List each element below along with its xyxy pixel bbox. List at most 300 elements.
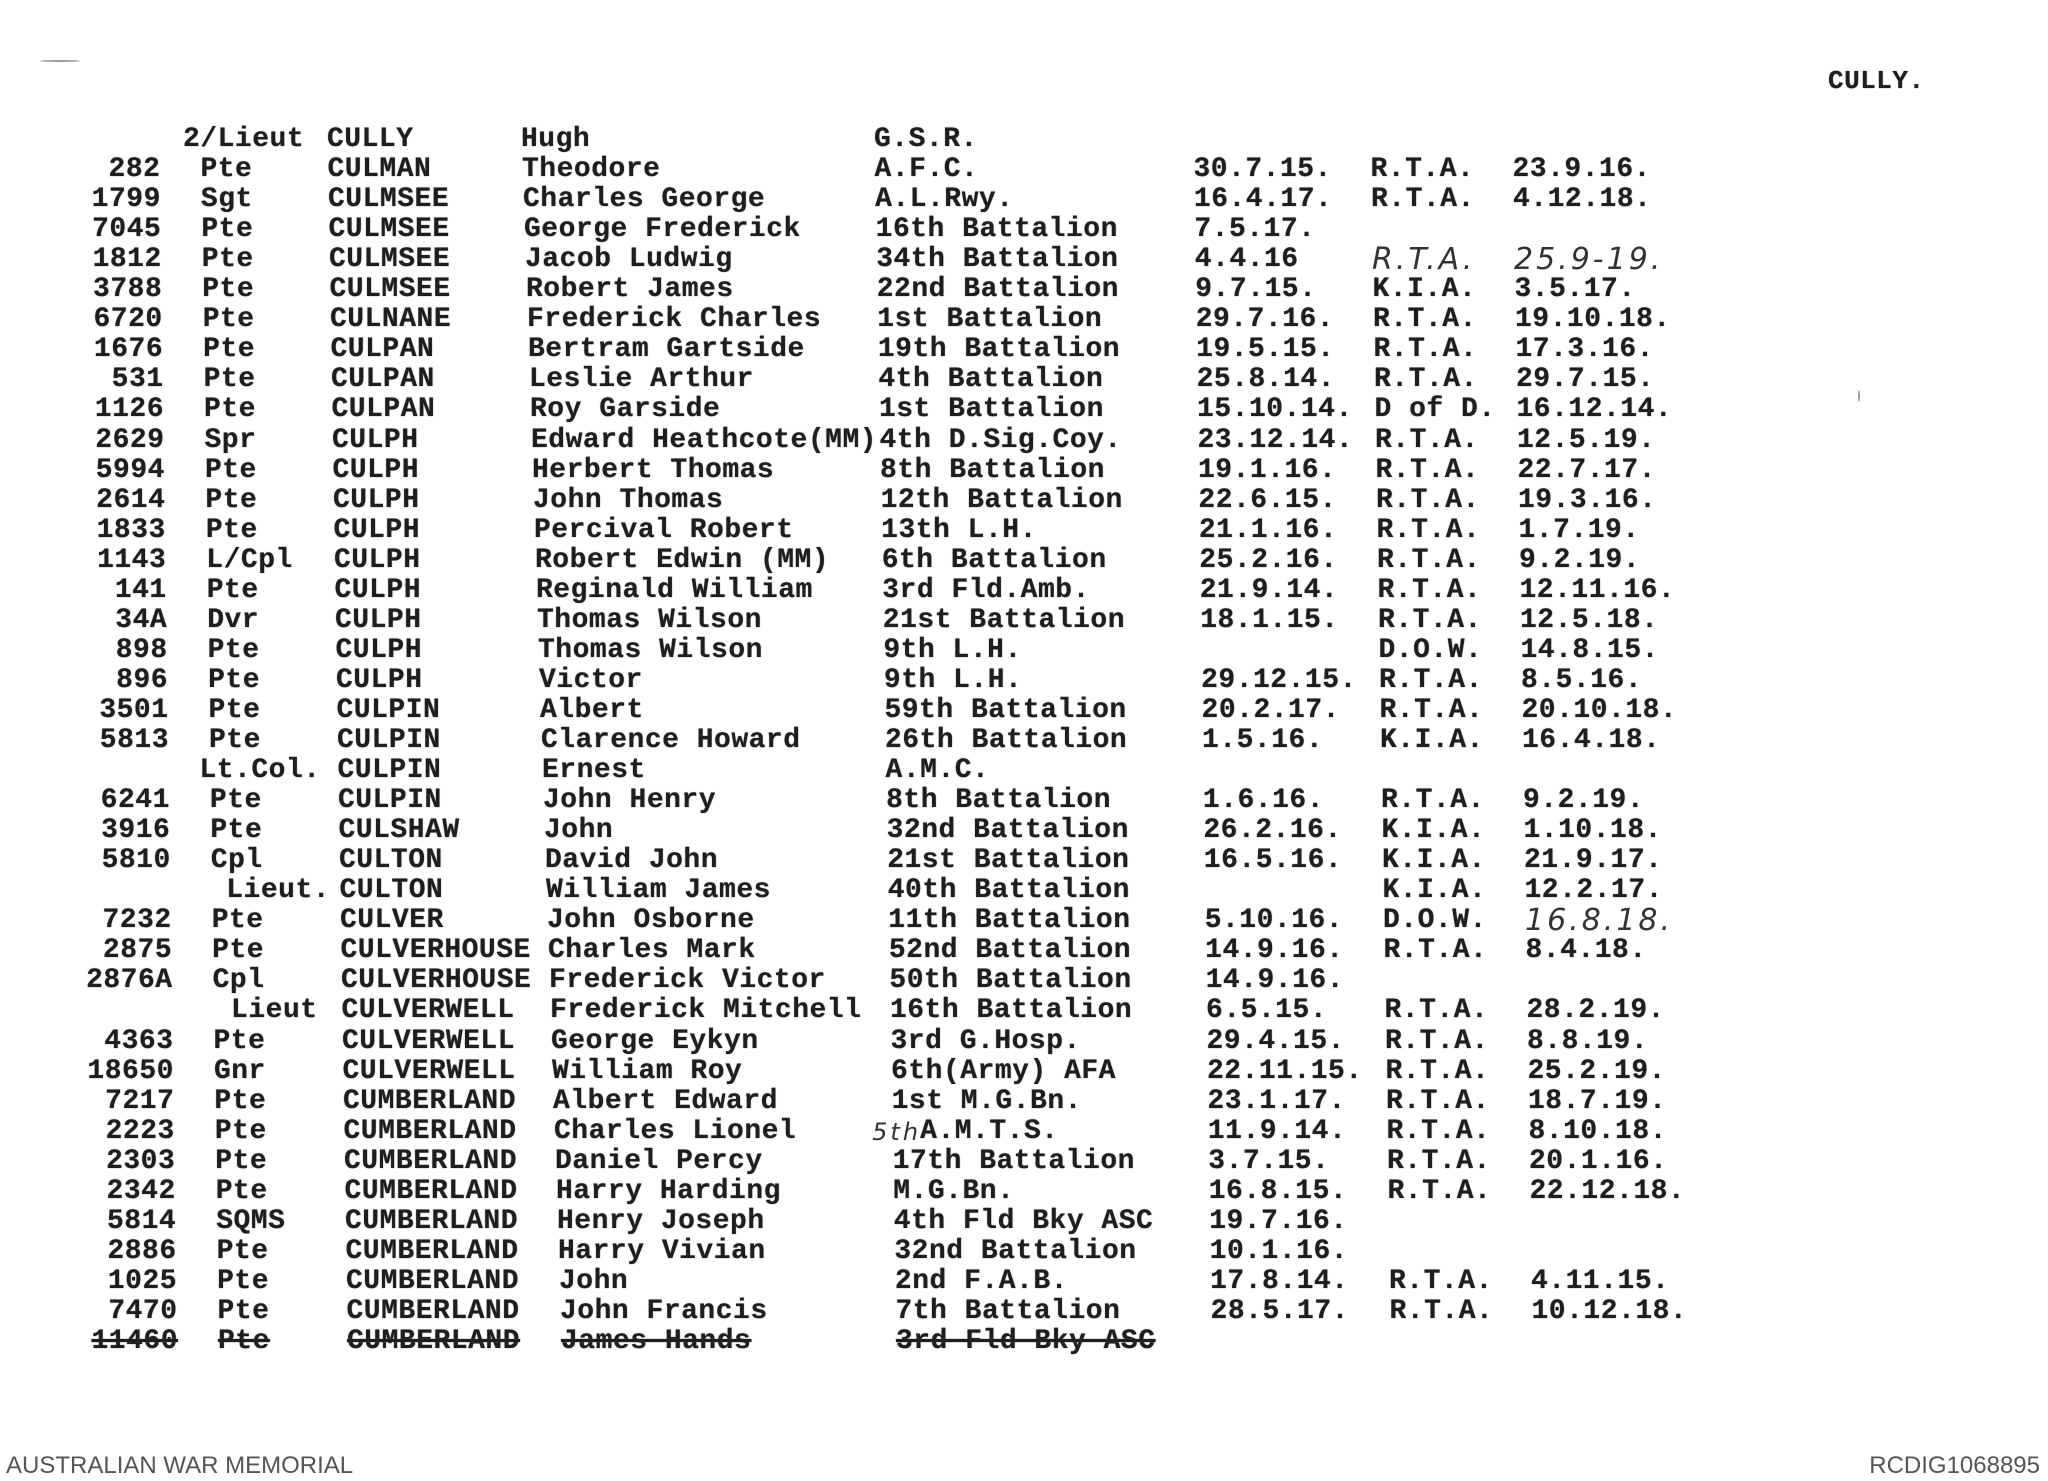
cell-rank: Pte xyxy=(214,1115,267,1147)
cell-date: 9.2.19. xyxy=(1519,544,1641,576)
cell-given: Harry Harding xyxy=(556,1175,781,1207)
cell-given: William James xyxy=(546,875,771,907)
cell-unit: 9th L.H. xyxy=(883,634,1022,666)
cell-fate: R.T.A. xyxy=(1373,304,1477,336)
cell-unit: 8th Battalion xyxy=(886,785,1112,817)
cell-num: 7217 xyxy=(105,1085,175,1117)
cell-surname: CUMBERLAND xyxy=(347,1326,521,1357)
cell-given: Victor xyxy=(539,664,643,696)
cell-surname: CULPIN xyxy=(337,755,442,787)
cell-unit: 52nd Battalion xyxy=(888,935,1132,967)
cell-fate: R.T.A. xyxy=(1387,1175,1492,1207)
cell-rank: Pte xyxy=(218,1326,270,1357)
cell-date: 3.5.17. xyxy=(1514,274,1636,306)
cell-fate: K.I.A. xyxy=(1381,815,1486,847)
cell-enlisted: 21.9.14. xyxy=(1199,574,1339,606)
cell-date: 8.4.18. xyxy=(1525,935,1647,967)
cell-num: 2876A xyxy=(86,965,173,997)
cell-given: Thomas Wilson xyxy=(538,634,763,666)
cell-date: 12.5.19. xyxy=(1517,424,1656,456)
cell-date: 16.12.14. xyxy=(1516,394,1673,426)
cell-num: 5994 xyxy=(95,454,165,486)
cell-enlisted: 1.6.16. xyxy=(1202,785,1325,817)
cell-surname: CULTON xyxy=(339,845,443,877)
cell-fate: R.T.A. xyxy=(1376,484,1480,516)
cell-given: Reginald William xyxy=(536,574,813,606)
cell-fate: R.T.A. xyxy=(1379,694,1484,726)
cell-fate: R.T.A. xyxy=(1372,242,1476,278)
cell-fate: R.T.A. xyxy=(1389,1265,1493,1297)
cell-num: 5810 xyxy=(101,845,171,877)
cell-surname: CULPH xyxy=(333,484,420,516)
cell-fate: R.T.A. xyxy=(1387,1145,1491,1177)
cell-num: 5814 xyxy=(106,1205,177,1237)
cell-num: 2875 xyxy=(102,935,173,967)
cell-surname: CULVERWELL xyxy=(342,1025,516,1057)
cell-num: 1676 xyxy=(93,334,164,366)
cell-date: 18.7.19. xyxy=(1528,1085,1667,1117)
cell-date: 14.8.15. xyxy=(1520,634,1659,666)
cell-surname: CULMAN xyxy=(327,154,432,186)
cell-given: John xyxy=(544,815,614,847)
footer-reference-id: RCDIG1068895 xyxy=(1869,1452,2040,1479)
cell-rank: Pte xyxy=(217,1265,270,1297)
cell-num: 2886 xyxy=(107,1235,177,1267)
cell-unit-prefix: 5th xyxy=(872,1117,922,1146)
cell-fate: D of D. xyxy=(1374,394,1496,426)
cell-num: 2223 xyxy=(105,1115,175,1147)
cell-num: 3916 xyxy=(101,815,171,847)
cell-rank: Pte xyxy=(207,634,260,666)
cell-fate: R.T.A. xyxy=(1377,544,1481,576)
cell-unit: 16th Battalion xyxy=(889,995,1133,1027)
cell-date: 19.10.18. xyxy=(1515,304,1671,336)
cell-fate: R.T.A. xyxy=(1375,424,1479,456)
cell-unit: A.F.C. xyxy=(874,154,979,186)
cell-rank: SQMS xyxy=(216,1205,286,1237)
cell-unit: 4th Fld Bky ASC xyxy=(893,1205,1154,1237)
cell-enlisted: 7.5.17. xyxy=(1194,214,1316,246)
cell-num: 141 xyxy=(114,574,167,606)
cell-date: 16.4.18. xyxy=(1522,725,1661,756)
cell-num: 2629 xyxy=(95,424,165,456)
cell-date: 25.2.19. xyxy=(1527,1055,1666,1087)
cell-enlisted: 30.7.15. xyxy=(1193,154,1332,186)
cell-surname: CUMBERLAND xyxy=(344,1175,518,1207)
cell-num: 898 xyxy=(115,634,168,666)
cell-given: Daniel Percy xyxy=(555,1145,763,1177)
cell-enlisted: 21.1.16. xyxy=(1198,514,1338,546)
cell-rank: Pte xyxy=(211,905,264,937)
cell-surname: CULPH xyxy=(336,664,423,696)
footer-credit: AUSTRALIAN WAR MEMORIAL xyxy=(6,1452,354,1479)
cell-unit: 4th D.Sig.Coy. xyxy=(879,424,1122,456)
cell-rank: Pte xyxy=(215,1145,268,1177)
cell-fate: R.T.A. xyxy=(1370,154,1475,186)
cell-unit: A.M.T.S. xyxy=(920,1115,1059,1147)
cell-given: Charles Lionel xyxy=(554,1115,797,1147)
cell-unit: 3rd G.Hosp. xyxy=(890,1025,1081,1057)
cell-rank: Pte xyxy=(204,394,256,426)
cell-unit: 6th(Army) AFA xyxy=(891,1055,1116,1087)
cell-given: John Francis xyxy=(560,1295,768,1327)
cell-num: 1799 xyxy=(91,184,161,216)
cell-date: 17.3.16. xyxy=(1515,334,1654,366)
cell-given: Jacob Ludwig xyxy=(525,244,733,276)
scan-mark xyxy=(1858,390,1860,402)
cell-fate: R.T.A. xyxy=(1373,334,1478,366)
cell-date: 20.10.18. xyxy=(1521,694,1678,726)
cell-surname: CULVERHOUSE xyxy=(340,935,531,967)
cell-fate: R.T.A. xyxy=(1371,184,1475,216)
cell-surname: CULPH xyxy=(333,514,421,546)
cell-fate: K.I.A. xyxy=(1372,274,1477,306)
cell-date: 1.7.19. xyxy=(1518,514,1640,546)
cell-rank: Pte xyxy=(210,815,263,847)
cell-num: 5813 xyxy=(99,725,169,756)
cell-enlisted: 28.5.17. xyxy=(1210,1295,1349,1327)
cell-date: 8.10.18. xyxy=(1528,1115,1667,1147)
cell-rank: Pte xyxy=(204,454,257,486)
cell-rank: Pte xyxy=(217,1295,270,1327)
cell-enlisted: 29.12.15. xyxy=(1201,664,1357,696)
cell-surname: CULTON xyxy=(339,875,444,907)
cell-given: Albert xyxy=(540,694,644,726)
cell-num: 1025 xyxy=(107,1265,178,1297)
cell-num: 531 xyxy=(111,364,164,396)
cell-given: Percival Robert xyxy=(534,514,794,546)
cell-date: 8.8.19. xyxy=(1527,1025,1649,1057)
cell-unit: 1st Battalion xyxy=(877,304,1103,336)
cell-date: 25.9-19. xyxy=(1514,242,1664,278)
cell-date: 16.8.18. xyxy=(1525,903,1674,939)
cell-date: 8.5.16. xyxy=(1521,664,1643,696)
cell-fate: R.T.A. xyxy=(1385,1055,1490,1087)
cell-fate: R.T.A. xyxy=(1384,995,1489,1027)
cell-fate: R.T.A. xyxy=(1381,785,1485,817)
cell-enlisted: 19.7.16. xyxy=(1209,1205,1348,1237)
cell-unit: 59th Battalion xyxy=(884,694,1127,726)
cell-enlisted: 25.2.16. xyxy=(1199,544,1338,576)
cell-num: 6241 xyxy=(100,785,170,817)
cell-given: Frederick Charles xyxy=(527,304,822,336)
cell-num: 282 xyxy=(108,154,161,186)
cell-unit: 32nd Battalion xyxy=(886,815,1129,847)
cell-surname: CULPIN xyxy=(337,725,441,756)
cell-given: Charles George xyxy=(523,184,766,216)
cell-surname: CULMSEE xyxy=(328,184,450,216)
cell-fate: R.T.A. xyxy=(1383,935,1488,967)
cell-given: William Roy xyxy=(552,1055,743,1087)
cell-rank: 2/Lieut xyxy=(183,124,305,155)
cell-given: John Henry xyxy=(543,785,717,817)
cell-surname: CULMSEE xyxy=(328,214,450,246)
cell-given: Frederick Mitchell xyxy=(550,995,862,1027)
cell-num: 3501 xyxy=(99,694,169,726)
scan-mark xyxy=(40,60,80,62)
cell-rank: Gnr xyxy=(213,1055,266,1087)
cell-date: 12.2.17. xyxy=(1524,875,1663,907)
cell-unit: 1st M.G.Bn. xyxy=(891,1085,1082,1117)
cell-surname: CULPH xyxy=(335,634,423,666)
cell-num: 1126 xyxy=(94,394,165,426)
cell-unit: 22nd Battalion xyxy=(876,274,1119,306)
cell-rank: Pte xyxy=(203,364,256,396)
cell-enlisted: 16.4.17. xyxy=(1193,184,1333,216)
cell-given: James Hands xyxy=(561,1326,752,1357)
cell-date: 22.12.18. xyxy=(1529,1175,1686,1207)
cell-rank: Pte xyxy=(203,334,256,366)
cell-surname: CULPH xyxy=(332,424,419,456)
cell-enlisted: 23.12.14. xyxy=(1197,424,1354,456)
cell-unit: 21st Battalion xyxy=(887,845,1130,877)
cell-enlisted: 15.10.14. xyxy=(1197,394,1353,426)
cell-unit: 3rd Fld Bky ASC xyxy=(896,1326,1156,1357)
cell-surname: CULVERHOUSE xyxy=(341,965,532,997)
cell-given: Henry Joseph xyxy=(557,1205,765,1237)
cell-num: 7470 xyxy=(108,1295,178,1327)
cell-surname: CULPH xyxy=(335,604,422,636)
cell-surname: CULSHAW xyxy=(338,815,460,847)
cell-num: 4363 xyxy=(104,1025,174,1057)
cell-num: 7232 xyxy=(102,905,172,937)
cell-given: George Eykyn xyxy=(551,1025,759,1057)
cell-surname: CUMBERLAND xyxy=(343,1085,517,1117)
cell-rank: Pte xyxy=(212,935,265,967)
cell-fate: K.I.A. xyxy=(1382,845,1486,877)
cell-date: 4.11.15. xyxy=(1531,1265,1670,1297)
cell-rank: Pte xyxy=(208,664,261,696)
cell-num: 34A xyxy=(115,604,168,636)
cell-num: 18650 xyxy=(87,1055,174,1087)
cell-date: 28.2.19. xyxy=(1526,995,1665,1027)
cell-unit: 1st Battalion xyxy=(878,394,1104,426)
cell-num: 2303 xyxy=(106,1145,176,1177)
cell-rank: Pte xyxy=(209,785,262,817)
cell-surname: CUMBERLAND xyxy=(345,1205,519,1237)
cell-date: 12.11.16. xyxy=(1519,574,1676,606)
cell-unit: 32nd Battalion xyxy=(894,1235,1137,1267)
cell-surname: CULVERWELL xyxy=(341,995,515,1027)
cell-unit: 7th Battalion xyxy=(895,1295,1121,1327)
cell-enlisted: 14.9.16. xyxy=(1205,935,1344,967)
cell-unit: 4th Battalion xyxy=(878,364,1104,396)
cell-surname: CUMBERLAND xyxy=(343,1115,517,1147)
cell-rank: L/Cpl xyxy=(206,544,293,576)
cell-enlisted: 20.2.17. xyxy=(1201,694,1340,726)
cell-unit: 3rd Fld.Amb. xyxy=(882,574,1090,606)
cell-given: Charles Mark xyxy=(548,935,756,967)
cell-num: 7045 xyxy=(92,214,162,246)
cell-unit: 6th Battalion xyxy=(881,544,1107,576)
cell-given: Herbert Thomas xyxy=(532,454,775,486)
cell-given: Clarence Howard xyxy=(541,725,801,756)
cell-enlisted: 5.10.16. xyxy=(1204,905,1344,937)
cell-rank: Pte xyxy=(215,1175,268,1207)
cell-rank: Pte xyxy=(201,244,254,276)
cell-unit: 40th Battalion xyxy=(887,875,1130,907)
cell-num: 1833 xyxy=(96,514,166,546)
cell-fate: R.T.A. xyxy=(1378,604,1482,636)
cell-date: 29.7.15. xyxy=(1516,364,1655,396)
cell-enlisted: 1.5.16. xyxy=(1202,725,1324,756)
cell-rank: Lt.Col. xyxy=(199,755,321,787)
cell-surname: CULPH xyxy=(332,454,420,486)
cell-enlisted: 9.7.15. xyxy=(1195,274,1317,306)
cell-enlisted: 3.7.15. xyxy=(1208,1145,1330,1177)
cell-surname: CULPH xyxy=(334,544,421,576)
cell-given: Thomas Wilson xyxy=(537,604,762,636)
cell-rank: Pte xyxy=(202,304,255,336)
cell-fate: K.I.A. xyxy=(1380,725,1484,756)
cell-given: Frederick Victor xyxy=(549,965,826,997)
cell-surname: CUMBERLAND xyxy=(344,1145,518,1177)
cell-rank: Pte xyxy=(213,1025,266,1057)
cell-rank: Pte xyxy=(214,1085,267,1117)
cell-date: 4.12.18. xyxy=(1513,184,1652,216)
cell-rank: Pte xyxy=(200,154,253,186)
cell-unit: 34th Battalion xyxy=(876,244,1119,276)
cell-surname: CULVER xyxy=(340,905,444,937)
cell-rank: Pte xyxy=(206,574,259,606)
cell-fate: R.T.A. xyxy=(1377,574,1482,606)
cell-num: 2614 xyxy=(96,484,166,516)
cell-given: Roy Garside xyxy=(530,394,721,426)
cell-enlisted: 29.7.16. xyxy=(1195,304,1335,336)
cell-rank: Pte xyxy=(216,1235,269,1267)
cell-rank: Cpl xyxy=(212,965,265,997)
cell-enlisted: 22.6.15. xyxy=(1198,484,1337,516)
cell-enlisted: 16.8.15. xyxy=(1208,1175,1348,1207)
cell-fate: D.O.W. xyxy=(1378,634,1483,666)
cell-enlisted: 16.5.16. xyxy=(1203,845,1343,877)
cell-enlisted: 14.9.16. xyxy=(1205,965,1345,997)
cell-enlisted: 6.5.15. xyxy=(1206,995,1328,1027)
cell-surname: CUMBERLAND xyxy=(346,1265,520,1297)
cell-given: David John xyxy=(545,845,719,877)
cell-given: Theodore xyxy=(522,154,661,186)
cell-surname: CULPH xyxy=(334,574,422,606)
cell-unit: 50th Battalion xyxy=(889,965,1132,997)
cell-unit: 21st Battalion xyxy=(882,604,1126,636)
cell-rank: Pte xyxy=(201,214,254,246)
cell-fate: R.T.A. xyxy=(1386,1115,1491,1147)
cell-given: Edward Heathcote(MM) xyxy=(531,424,878,456)
cell-date: 1.10.18. xyxy=(1523,815,1662,847)
cell-surname: CULPIN xyxy=(336,694,441,726)
cell-unit: 17th Battalion xyxy=(892,1145,1135,1177)
cell-num: 1143 xyxy=(97,544,167,576)
cell-unit: 8th Battalion xyxy=(880,454,1105,486)
cell-surname: CULVERWELL xyxy=(342,1055,516,1087)
cell-unit: 12th Battalion xyxy=(880,484,1123,516)
cell-surname: CULPIN xyxy=(338,785,442,817)
cell-enlisted: 4.4.16 xyxy=(1194,244,1299,276)
cell-rank: Pte xyxy=(205,484,258,516)
cell-fate: R.T.A. xyxy=(1386,1085,1490,1117)
cell-surname: CULNANE xyxy=(330,304,452,336)
cell-unit: 13th L.H. xyxy=(881,514,1037,546)
cell-unit: 2nd F.A.B. xyxy=(894,1265,1068,1297)
cell-rank: Spr xyxy=(204,424,257,456)
cell-rank: Lieut xyxy=(231,995,318,1027)
cell-fate: R.T.A. xyxy=(1389,1295,1494,1327)
cell-fate: R.T.A. xyxy=(1385,1025,1489,1057)
cell-unit: 16th Battalion xyxy=(875,214,1118,246)
cell-given: Robert James xyxy=(526,274,734,306)
cell-rank: Pte xyxy=(205,514,258,546)
cell-num: 11460 xyxy=(91,1326,178,1357)
cell-fate: R.T.A. xyxy=(1375,454,1480,486)
cell-num: 2342 xyxy=(106,1175,176,1207)
cell-given: John Thomas xyxy=(533,484,724,516)
cell-date: 23.9.16. xyxy=(1512,154,1651,186)
cell-rank: Cpl xyxy=(210,845,263,877)
cell-unit: 26th Battalion xyxy=(885,725,1128,756)
cell-unit: 11th Battalion xyxy=(888,905,1131,937)
cell-surname: CULPAN xyxy=(330,334,435,366)
cell-enlisted: 19.5.15. xyxy=(1196,334,1335,366)
cell-fate: R.T.A. xyxy=(1379,664,1483,696)
cell-rank: Lieut. xyxy=(226,875,331,907)
cell-date: 20.1.16. xyxy=(1529,1145,1668,1177)
cell-enlisted: 25.8.14. xyxy=(1196,364,1336,396)
cell-rank: Dvr xyxy=(207,604,260,636)
cell-rank: Pte xyxy=(209,725,261,756)
cell-unit: M.G.Bn. xyxy=(893,1175,1015,1207)
cell-enlisted: 23.1.17. xyxy=(1207,1085,1346,1117)
cell-fate: D.O.W. xyxy=(1383,905,1487,937)
cell-date: 19.3.16. xyxy=(1518,484,1657,516)
cell-enlisted: 18.1.15. xyxy=(1200,604,1339,636)
cell-enlisted: 11.9.14. xyxy=(1207,1115,1347,1147)
cell-num: 3788 xyxy=(93,274,163,306)
cell-unit: 19th Battalion xyxy=(877,334,1121,366)
cell-given: Robert Edwin (MM) xyxy=(535,544,830,576)
cell-date: 10.12.18. xyxy=(1531,1295,1688,1327)
cell-surname: CUMBERLAND xyxy=(345,1235,519,1267)
cell-enlisted: 19.1.16. xyxy=(1197,454,1337,486)
cell-surname: CULPAN xyxy=(331,394,436,426)
cell-date: 9.2.19. xyxy=(1523,785,1645,817)
cell-date: 12.5.18. xyxy=(1520,604,1659,636)
cell-num: 6720 xyxy=(93,304,163,336)
cell-fate: R.T.A. xyxy=(1376,514,1481,546)
cell-given: George Frederick xyxy=(524,214,801,246)
cell-surname: CULMSEE xyxy=(329,274,451,306)
cell-rank: Pte xyxy=(208,694,261,726)
cell-surname: CULMSEE xyxy=(329,244,451,276)
cell-num: 896 xyxy=(116,664,169,696)
cell-given: John xyxy=(559,1265,629,1297)
cell-unit: A.M.C. xyxy=(885,755,990,787)
cell-rank: Sgt xyxy=(200,184,253,216)
cell-surname: CULLY xyxy=(327,124,414,155)
cell-given: Ernest xyxy=(542,755,646,787)
cell-date: 21.9.17. xyxy=(1524,845,1663,877)
cell-enlisted: 26.2.16. xyxy=(1203,815,1342,847)
cell-enlisted: 29.4.15. xyxy=(1206,1025,1345,1057)
cell-fate: R.T.A. xyxy=(1374,364,1478,396)
cell-given: John Osborne xyxy=(547,905,755,937)
cell-given: Harry Vivian xyxy=(558,1235,766,1267)
cell-rank: Pte xyxy=(202,274,255,306)
cell-given: Leslie Arthur xyxy=(529,364,754,396)
cell-enlisted: 10.1.16. xyxy=(1209,1235,1349,1267)
cell-num: 1812 xyxy=(92,244,162,276)
cell-given: Hugh xyxy=(521,124,591,155)
cell-given: Bertram Gartside xyxy=(528,334,805,366)
